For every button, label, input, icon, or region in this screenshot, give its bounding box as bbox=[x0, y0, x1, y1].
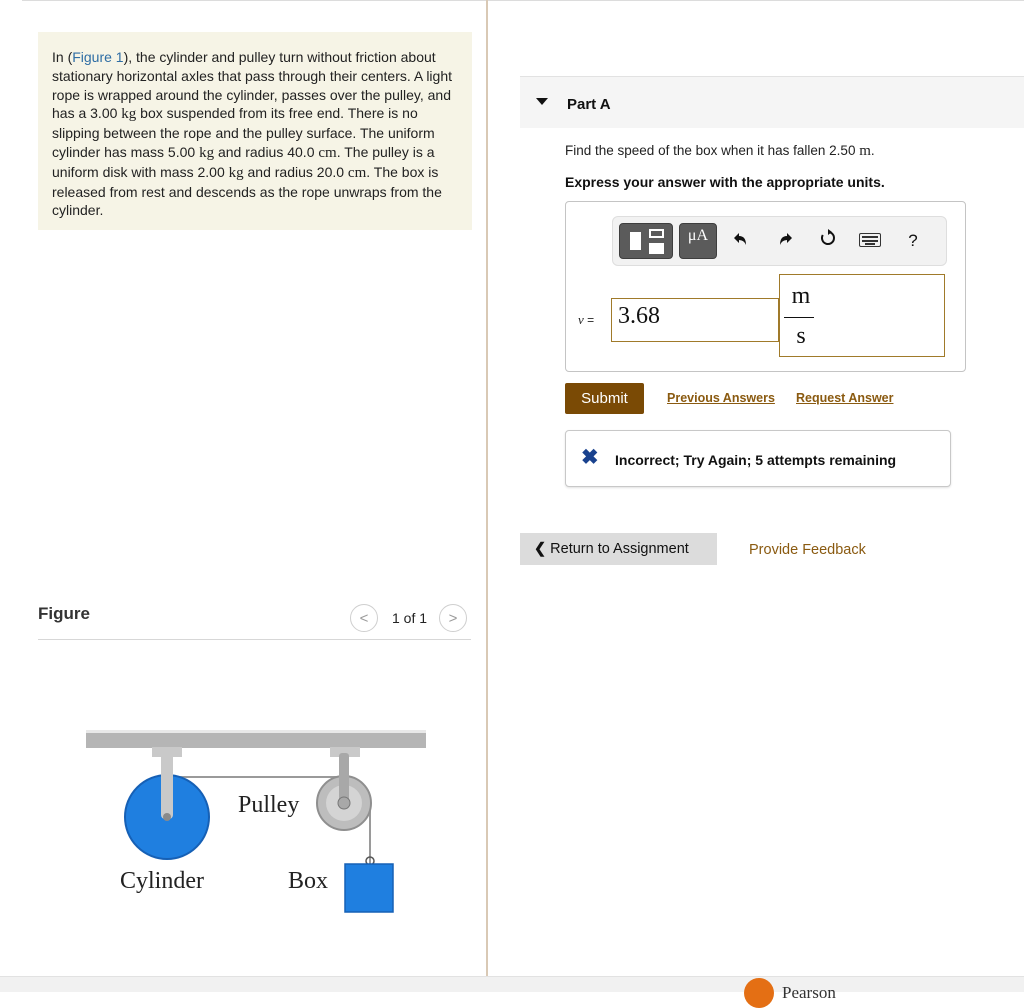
problem-text-e: and radius 20.0 bbox=[243, 163, 348, 180]
units-input[interactable] bbox=[779, 274, 945, 357]
pulley-axle bbox=[338, 797, 350, 809]
problem-intro: In ( bbox=[52, 49, 73, 65]
unit-cm: cm bbox=[347, 164, 367, 181]
keyboard-keys-row1 bbox=[862, 236, 878, 238]
question-end: . bbox=[870, 143, 875, 158]
unit-denominator[interactable]: s bbox=[796, 323, 806, 349]
figure-title: Figure bbox=[38, 604, 90, 623]
figure-divider bbox=[38, 639, 471, 640]
pulley-diagram bbox=[80, 725, 440, 925]
problem-text-c: and radius 40.0 bbox=[214, 143, 319, 160]
keyboard-spacebar bbox=[865, 243, 875, 245]
template-outline-icon bbox=[649, 229, 664, 238]
caret-down-icon bbox=[536, 98, 548, 105]
keyboard-icon[interactable] bbox=[859, 233, 881, 247]
problem-text-d: . The pulley is a uniform disk with mass 2.00 bbox=[52, 143, 435, 180]
figure-prev-button[interactable] bbox=[350, 604, 378, 632]
return-label: Return to Assignment bbox=[550, 541, 689, 557]
fraction-bar bbox=[784, 317, 814, 318]
unit-kg: kg bbox=[228, 164, 244, 181]
answer-panel bbox=[565, 201, 966, 372]
part-title: Part A bbox=[567, 96, 611, 113]
column-divider bbox=[486, 0, 488, 976]
templates-button[interactable] bbox=[619, 223, 673, 259]
problem-statement bbox=[38, 32, 472, 230]
variable-label bbox=[578, 312, 594, 328]
question-unit: m bbox=[859, 143, 871, 159]
part-a-header[interactable] bbox=[520, 76, 1024, 128]
unit-kg: kg bbox=[121, 106, 137, 123]
units-button[interactable]: μA bbox=[679, 223, 717, 259]
math-toolbar bbox=[612, 216, 947, 266]
variable-symbol: v bbox=[578, 312, 584, 327]
answer-instruction: Express your answer with the appropriate units. bbox=[565, 174, 885, 190]
previous-answers-link[interactable]: Previous Answers bbox=[667, 391, 775, 405]
problem-text-f: . The box is released from rest and descends as the rope unwraps from the cylinder. bbox=[52, 163, 442, 219]
provide-feedback-link[interactable]: Provide Feedback bbox=[749, 542, 866, 558]
ceiling-highlight bbox=[86, 730, 426, 733]
feedback-text: Incorrect; Try Again; 5 attempts remaining bbox=[615, 452, 897, 468]
undo-icon[interactable] bbox=[729, 229, 753, 253]
unit-kg: kg bbox=[199, 144, 215, 161]
figure-next-button[interactable] bbox=[439, 604, 467, 632]
keyboard-keys-row2 bbox=[862, 240, 878, 242]
equals-sign: = bbox=[583, 313, 595, 327]
chevron-left-icon: ❮ bbox=[534, 541, 547, 557]
redo-glyph bbox=[777, 231, 793, 247]
footer-band bbox=[0, 976, 1024, 992]
feedback-message bbox=[565, 430, 951, 487]
problem-text-b: box suspended from its free end. There is no slipping between the rope and the pulley surface. The uniform cylinder has mass 5.00 bbox=[52, 105, 435, 160]
box bbox=[345, 864, 393, 912]
question-body: Find the speed of the box when it has fallen 2.50 bbox=[565, 143, 860, 158]
figure-link[interactable]: Figure 1 bbox=[72, 49, 124, 65]
pulley-label: Pulley bbox=[238, 792, 300, 818]
top-divider bbox=[22, 0, 1024, 1]
template-block-icon bbox=[630, 232, 641, 250]
value-input[interactable]: 3.68 bbox=[611, 298, 779, 342]
request-answer-link[interactable]: Request Answer bbox=[796, 391, 894, 405]
return-to-assignment-button[interactable] bbox=[520, 533, 717, 565]
redo-icon[interactable] bbox=[773, 229, 797, 253]
unit-cm: cm bbox=[318, 144, 337, 161]
submit-button[interactable]: Submit bbox=[565, 383, 644, 414]
pearson-logo-icon bbox=[744, 978, 774, 1008]
chevron-left-icon: < bbox=[359, 609, 369, 627]
incorrect-x-icon: ✖ bbox=[581, 446, 599, 469]
help-icon[interactable]: ? bbox=[908, 231, 918, 250]
pearson-brand: Pearson bbox=[782, 983, 836, 1002]
reset-icon[interactable] bbox=[816, 229, 840, 253]
figure-pager bbox=[350, 604, 467, 632]
reset-glyph bbox=[819, 229, 837, 247]
cylinder-label: Cylinder bbox=[120, 868, 204, 894]
box-label: Box bbox=[288, 868, 329, 894]
undo-glyph bbox=[733, 231, 749, 247]
cylinder-axle bbox=[163, 813, 171, 821]
unit-numerator[interactable]: m bbox=[791, 283, 811, 309]
figure-counter: 1 of 1 bbox=[392, 610, 428, 626]
question-text bbox=[565, 143, 875, 160]
cylinder-axle-arm bbox=[161, 753, 173, 819]
template-fill-icon bbox=[649, 243, 664, 254]
problem-text-a: ), the cylinder and pulley turn without friction about stationary horizontal axles that pass through their centers. A light rope is wrapped around the cylinder, passes over the pulley, and has a 3.00 bbox=[52, 49, 453, 122]
chevron-right-icon: > bbox=[448, 609, 458, 627]
